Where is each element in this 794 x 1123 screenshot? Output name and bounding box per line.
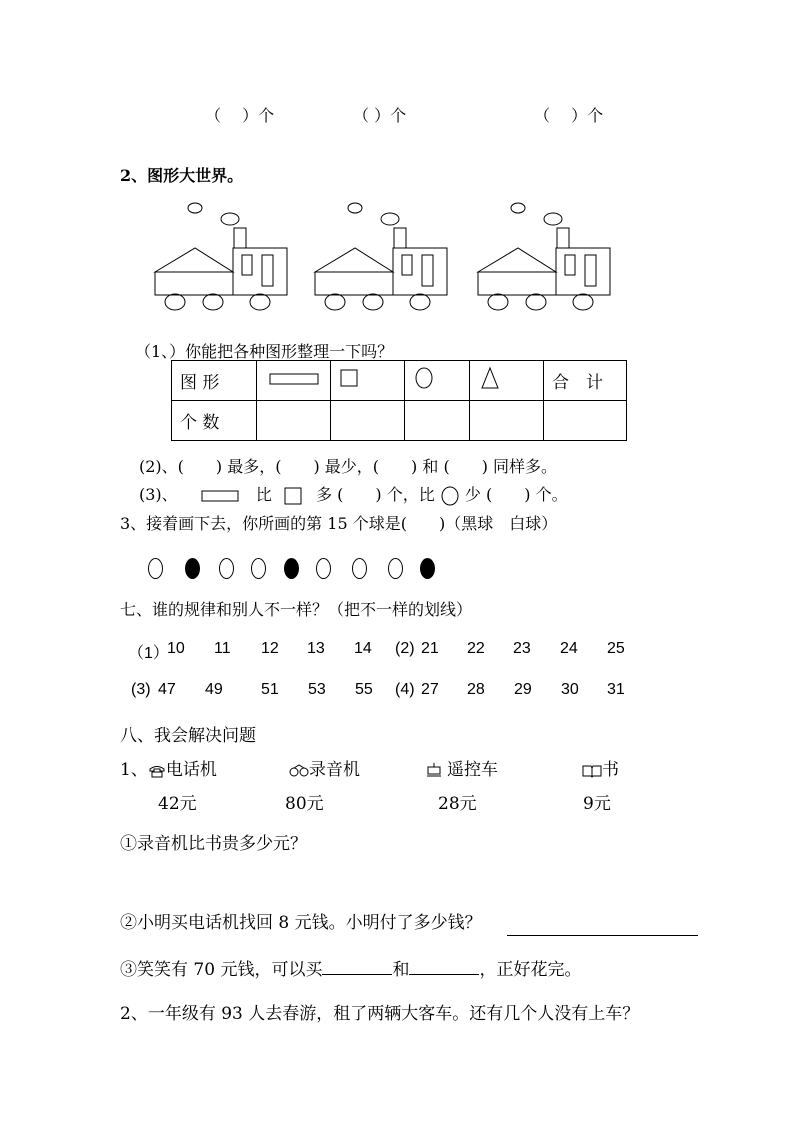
question-2-3-more: 多 ( ) 个，比 [316, 485, 435, 504]
seq-4-number[interactable]: 31 [607, 681, 625, 698]
question-2-3-label: (3)、 [139, 485, 178, 504]
white-ball [251, 558, 266, 579]
seq-1-number[interactable]: 13 [307, 640, 325, 657]
section-8-title: 八、我会解决问题 [120, 726, 256, 746]
price-book: 9元 [583, 794, 611, 814]
problem-2-text: 2、一年级有 93 人去春游，租了两辆大客车。还有几个人没有上车？ [120, 1004, 640, 1024]
question-8-2: ②小明买电话机找回 8 元钱。小明付了多少钱？ [120, 913, 482, 933]
item-name: 录音机 [309, 760, 360, 780]
question-8-3-and: 和 [392, 960, 410, 980]
circle-shape-icon [440, 485, 460, 507]
seq-2-number[interactable]: 23 [513, 640, 531, 657]
price-remote-car: 28元 [438, 794, 477, 814]
question-2-3 [139, 482, 568, 507]
seq-2-number[interactable]: 25 [607, 640, 625, 657]
seq-2-number[interactable]: 21 [421, 640, 439, 657]
seq-3-number[interactable]: 53 [308, 681, 326, 698]
shape-sorting-table [171, 360, 627, 441]
question-2-2: (2)、( ) 最多，( ) 最少，( ) 和 ( ) 同样多。 [139, 457, 558, 476]
count-cell-total[interactable] [544, 401, 627, 441]
question-2-3-compare: 比 [255, 485, 272, 504]
seq-4-number[interactable]: 28 [467, 681, 485, 698]
telephone-icon [148, 763, 166, 779]
row-2-label: (2) [395, 640, 415, 657]
question-8-3-text: ③笑笑有 70 元钱，可以买 [120, 960, 323, 980]
item-book [582, 755, 619, 780]
item-name: 书 [602, 760, 619, 780]
row-4-label: (4) [395, 681, 415, 698]
seq-2-number[interactable]: 22 [467, 640, 485, 657]
problem-1-label: 1、 [120, 760, 148, 780]
black-ball [420, 558, 435, 579]
train-figure-3 [473, 200, 618, 315]
seq-4-number[interactable]: 30 [561, 681, 579, 698]
tape-recorder-icon [289, 763, 309, 779]
price-telephone: 42元 [158, 794, 197, 814]
table-square-cell [331, 361, 405, 401]
rectangle-shape-icon [201, 489, 241, 503]
question-8-3 [120, 955, 581, 980]
answer-blank-1[interactable] [322, 957, 392, 975]
table-header-total: 合 计 [544, 361, 627, 401]
white-ball [316, 558, 331, 579]
seq-1-number[interactable]: 10 [167, 640, 185, 657]
row-3-label: (3) [131, 681, 151, 698]
seq-1-number[interactable]: 12 [261, 640, 279, 657]
book-icon [582, 763, 602, 779]
white-ball [352, 558, 367, 579]
section-3-title: 3、接着画下去，你所画的第 15 个球是( )（黑球 白球） [120, 514, 558, 533]
table-header-count: 个 数 [172, 401, 257, 441]
square-shape-icon [283, 486, 305, 506]
white-ball [148, 558, 163, 579]
triangle-shape-icon [478, 366, 502, 390]
blank-count-2: （ ）个 [353, 106, 407, 125]
count-cell-square[interactable] [331, 401, 405, 441]
seq-4-number[interactable]: 27 [421, 681, 439, 698]
white-ball [388, 558, 403, 579]
train-figure-2 [310, 200, 455, 315]
blank-count-3: （ ）个 [534, 106, 604, 125]
table-circle-cell [405, 361, 470, 401]
price-tape-recorder: 80元 [285, 794, 324, 814]
table-header-shape: 图 形 [172, 361, 257, 401]
item-name: 电话机 [165, 760, 217, 780]
seq-3-number[interactable]: 51 [261, 681, 279, 698]
seq-3-number[interactable]: 49 [205, 681, 223, 698]
item-name: 遥控车 [447, 760, 498, 780]
count-cell-rectangle[interactable] [257, 401, 331, 441]
answer-line[interactable] [507, 935, 698, 936]
item-telephone [120, 755, 217, 780]
answer-blank-2[interactable] [409, 957, 479, 975]
row-1-label: （1） [128, 645, 169, 662]
seq-3-number[interactable]: 47 [158, 681, 176, 698]
black-ball [284, 558, 299, 579]
section-7-title: 七、谁的规律和别人不一样？（把不一样的划线） [120, 600, 473, 619]
seq-3-number[interactable]: 55 [355, 681, 373, 698]
seq-1-number[interactable]: 14 [354, 640, 372, 657]
train-figure-1 [150, 200, 295, 315]
circle-shape-icon [413, 366, 435, 390]
question-2-1: （1、）你能把各种图形整理一下吗？ [135, 342, 394, 361]
question-8-3-end: ，正好花完。 [479, 960, 582, 980]
item-tape-recorder [289, 755, 360, 780]
seq-4-number[interactable]: 29 [514, 681, 532, 698]
seq-1-number[interactable]: 11 [214, 640, 231, 657]
table-rectangle-cell [257, 361, 331, 401]
count-cell-circle[interactable] [405, 401, 470, 441]
count-cell-triangle[interactable] [470, 401, 544, 441]
item-remote-car [425, 755, 498, 780]
table-triangle-cell [470, 361, 544, 401]
blank-count-1: （ ）个 [205, 106, 275, 125]
white-ball [219, 558, 234, 579]
section-2-title: 2、图形大世界。 [120, 166, 244, 185]
question-8-1: ①录音机比书贵多少元？ [120, 834, 307, 854]
remote-car-icon [425, 762, 443, 780]
square-shape-icon [339, 368, 361, 388]
question-2-3-less: 少 ( ) 个。 [464, 485, 568, 504]
black-ball [185, 558, 200, 579]
seq-2-number[interactable]: 24 [560, 640, 578, 657]
rectangle-shape-icon [269, 372, 319, 386]
